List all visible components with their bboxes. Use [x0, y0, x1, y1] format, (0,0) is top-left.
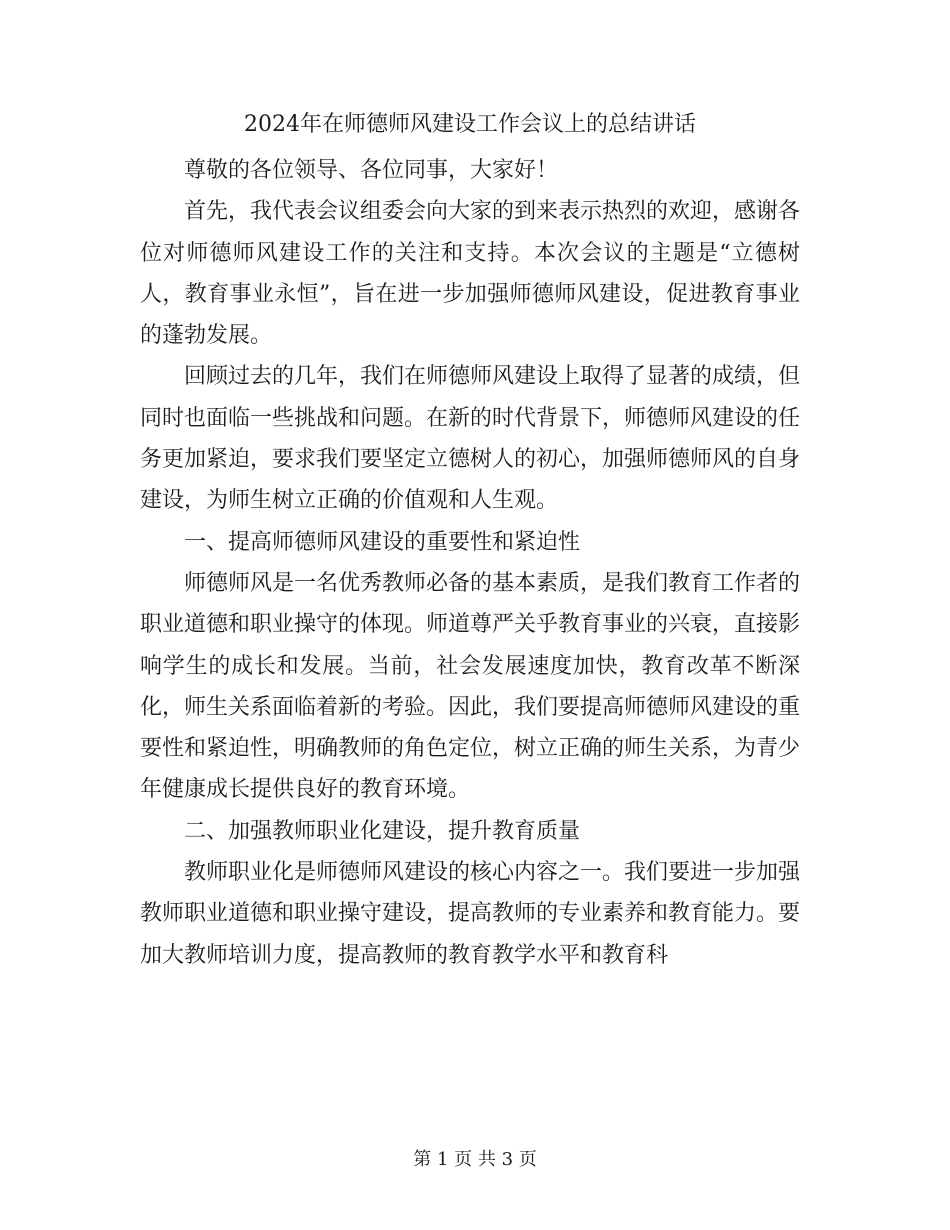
paragraph-welcome: 首先，我代表会议组委会向大家的到来表示热烈的欢迎，感谢各位对师德师风建设工作的关注和支持。本次会议的主题是“立德树人，教育事业永恒”，旨在进一步加强师德师风建设，促进教育事业的蓬勃发展。	[140, 199, 801, 349]
page-number-footer: 第 1 页 共 3 页	[413, 1149, 537, 1170]
paragraph-greeting: 尊敬的各位领导、各位同事，大家好！	[184, 158, 559, 183]
section-heading-2: 二、加强教师职业化建设，提升教育质量	[184, 818, 581, 844]
paragraph-section-2: 教师职业化是师德师风建设的核心内容之一。我们要进一步加强教师职业道德和职业操守建设，提高教师的专业素养和教育能力。要加大教师培训力度，提高教师的教育教学水平和教育科	[140, 860, 801, 968]
paragraph-review: 回顾过去的几年，我们在师德师风建设上取得了显著的成绩，但同时也面临一些挑战和问题。在新的时代背景下，师德师风建设的任务更加紧迫，要求我们要坚定立德树人的初心，加强师德师风的自身建设，为师生树立正确的价值观和人生观。	[140, 364, 801, 514]
paragraph-section-1: 师德师风是一名优秀教师必备的基本素质，是我们教育工作者的职业道德和职业操守的体现。师道尊严关乎教育事业的兴衰，直接影响学生的成长和发展。当前，社会发展速度加快，教育改革不断深化，师生关系面临着新的考验。因此，我们要提高师德师风建设的重要性和紧迫性，明确教师的角色定位，树立正确的师生关系，为青少年健康成长提供良好的教育环境。	[140, 570, 801, 803]
document-body	[140, 100, 800, 976]
document-title: 2024年在师德师风建设工作会议上的总结讲话	[244, 112, 696, 137]
section-heading-1: 一、提高师德师风建设的重要性和紧迫性	[184, 529, 581, 555]
